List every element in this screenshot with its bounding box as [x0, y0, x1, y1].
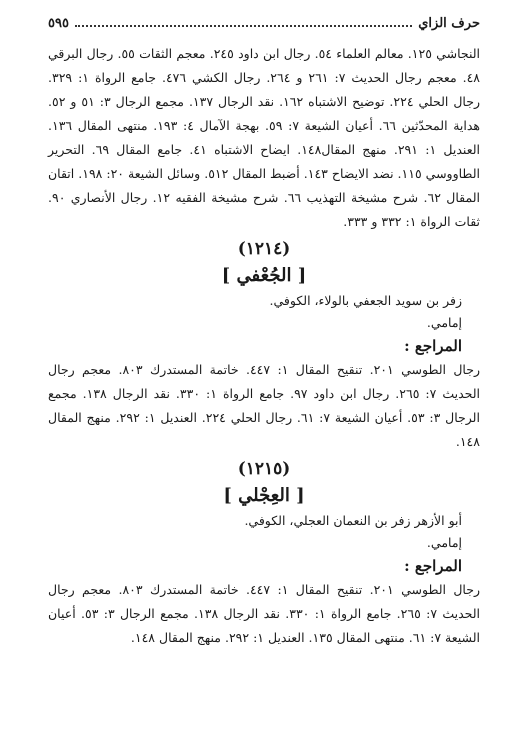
continued-references: النجاشي ١٢٥. معالم العلماء ٥٤. رجال ابن داود ٢٤٥. معجم الثقات ٥٥. رجال البرقي ٤٨. معجم رجال الحديث ٧: ٢٦١ و ٢٦٤. رجال الكشي ٤٧٦. جامع الرواة ١: ٣٢٩. رجال الحلي ٢٢٤. توضيح الاشتباه ١٦٢. نقد الرجال ١٣٧. مجمع الرجال ٣: ٥١ و ٥٢. هداية المحدّثين ٦٦. أعيان الشيعة ٧: ٥٩. بهجة الآمال ٤: ١٩٣. منتهى المقال ١٣٦. العنديل ١: ٢٩١. منهج المقال١٤٨. ايضاح الاشتباه ٤١. جامع المقال ٦٩. التحرير الطاووسي ١١٥. نضد الايضاح ١٤٣. أضبط المقال ٥١٢. وسائل الشيعة ٢٠: ١٩٨. اتقان المقال ٦٢. شرح مشيخة التهذيب ٦٦. شرح مشيخة الفقيه ١٢. رجال الأنصاري ٩٠. ثقات الرواة ١: ٣٣٢ و ٣٣٣.: [48, 46, 481, 229]
running-head: حرف الزاي: [418, 16, 480, 31]
references-heading: المراجع :: [404, 557, 462, 575]
page-number: ٥٩٥: [48, 16, 69, 31]
references-heading: المراجع :: [404, 337, 462, 355]
entry-sect: إمامي.: [426, 315, 462, 330]
entry-title: [ العِجْلي ]: [223, 485, 305, 506]
entry-number: (١٢١٤): [237, 239, 291, 259]
header-leader-dots: [75, 24, 412, 27]
entry-title: [ الجُعْفي ]: [221, 265, 307, 286]
entry-number: (١٢١٥): [237, 459, 291, 479]
entry-1215: [48, 456, 480, 650]
entry-name: زفر بن سويد الجعفي بالولاء، الكوفي.: [269, 293, 462, 308]
page-header: [48, 16, 480, 42]
references-text: رجال الطوسي ٢٠١. تنقيح المقال ١: ٤٤٧. خاتمة المستدرك ٨٠٣. معجم رجال الحديث ٧: ٢٦٥. رجال ابن داود ٩٧. جامع الرواة ١: ٣٣٠. نقد الرجال ١٣٨. مجمع الرجال ٣: ٥٣. أعيان الشيعة ٧: ٦١. رجال الحلي ٢٢٤. العنديل ١: ٢٩٢. منهج المقال ١٤٨.: [48, 362, 481, 449]
references-text: رجال الطوسي ٢٠١. تنقيح المقال ١: ٤٤٧. خاتمة المستدرك ٨٠٣. معجم رجال الحديث ٧: ٢٦٥. جامع الرواة ١: ٣٣٠. نقد الرجال ١٣٨. مجمع الرجال ٣: ٥٣. أعيان الشيعة ٧: ٦١. منتهى المقال ١٣٥. العنديل ١: ٢٩٢. منهج المقال ١٤٨.: [48, 582, 481, 645]
entry-1214: [48, 236, 480, 454]
entry-name: أبو الأزهر زفر بن النعمان العجلي، الكوفي.: [244, 513, 462, 528]
book-page: [48, 16, 480, 650]
entry-sect: إمامي.: [426, 535, 462, 550]
